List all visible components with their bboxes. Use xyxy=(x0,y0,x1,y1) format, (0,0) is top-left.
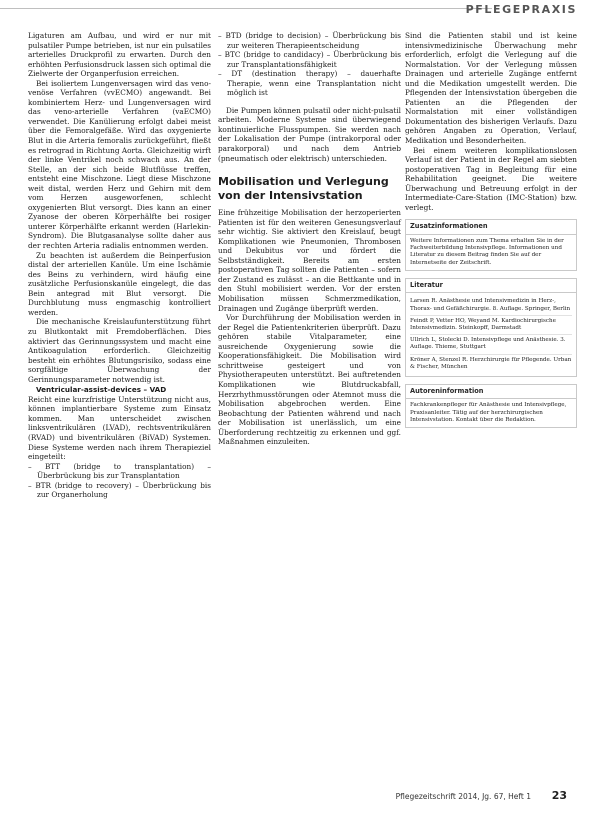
page-number: 23 xyxy=(551,789,567,802)
author-box-title: Autoreninformation xyxy=(406,385,576,400)
paragraph: Eine frühzeitige Mobilisation der herzoperierten Patienten ist für den weiteren Genesungsverlauf sehr wichtig. Sie aktiviert den Kreislauf, beugt Komplikationen wie Pneumonien, Thrombosen und Dekubitus vor und fördert die Selbstständigkeit. Bereits am ersten postoperativen Tag sollten die Patienten – sofern der Zustand es zulässt – an die Bettkante und in den Stuhl mobilisiert werden. Vor der ersten Mobilisation müssen Schmerzmedikation, Drainagen und Zugänge überprüft werden. xyxy=(218,208,401,313)
paragraph: Zu beachten ist außerdem die Beinperfusion distal der arteriellen Kanüle. Um eine Ischämie des Beins zu verhindern, wird häufig eine zusätzliche Perfusionskanüle eingelegt, die das Bein antegrad mit Blut versorgt. Die Durchblutung muss engmaschig kontrolliert werden. xyxy=(28,250,211,317)
list-item: – BTR (bridge to recovery) – Überbrückung bis zur Organerholung xyxy=(28,480,211,500)
literature-list xyxy=(406,293,576,376)
paragraph: Die mechanische Kreislaufunterstützung führt zu Blutkontakt mit Fremdoberflächen. Dies aktiviert das Gerinnungssystem und macht eine Antikoagulation erforderlich. Gleichzeitig besteht ein erhöhtes Blutungsrisiko, sodass eine sorgfältige Überwachung der Gerinnungsparameter notwendig ist. xyxy=(28,317,211,384)
paragraph: Vor Durchführung der Mobilisation werden in der Regel die Patientenkriterien überprüft. Dazu gehören stabile Vitalparameter, eine ausreichende Oxygenierung sowie die Kooperationsfähigkeit. Die Mobilisation wird schrittweise gesteigert und von Physiotherapeuten unterstützt. Bei auftretenden Komplikationen wie Blutdruckabfall, Herzrhythmusstörungen oder Atemnot muss die Mobilisation abgebrochen werden. Eine Beobachtung der Patienten während und nach der Mobilisation ist unerlässlich, um eine Überforderung rechtzeitig zu erkennen und ggf. Maßnahmen einzuleiten. xyxy=(218,313,401,447)
paragraph: Bei isoliertem Lungenversagen wird das veno-venöse Verfahren (vvECMO) angewandt. Bei kombiniertem Herz- und Lungenversagen wird das veno-arterielle Verfahren (vaECMO) verwendet. Die Kanülierung erfolgt dabei meist über die Femoralgefäße. Wird das oxygenierte Blut in die Arteria femoralis zurückgeführt, fließt es retrograd in Richtung Aorta. Gleichzeitig wirft der linke Ventrikel noch schwach aus. An der Stelle, an der sich beide Blutflüsse treffen, entsteht eine Mischzone. Liegt diese Mischzone weit distal, werden Herz und Gehirn mit dem vom Herzen ausgeworfenen, schlecht oxygenierten Blut versorgt. Dies kann an einer Zyanose der oberen Körperhälfte bei rosiger unterer Körperhälfte erkannt werden (Harlekin-Syndrom). Die Blutgasanalyse sollte daher aus der rechten Arteria radialis entnommen werden. xyxy=(28,78,211,251)
author-box xyxy=(405,384,577,428)
literature-item: Ullrich L, Stolecki D. Intensivpflege und Anästhesie. 3. Auflage. Thieme, Stuttgart xyxy=(410,335,572,354)
paragraph: Die Pumpen können pulsatil oder nicht-pulsatil arbeiten. Moderne Systeme sind überwiegend kontinuierliche Flusspumpen. Sie werden nach der Lokalisation der Pumpe (intrakorporal oder parakorporal) und nach dem Antrieb (pneumatisch oder elektrisch) unterschieden. xyxy=(218,105,401,163)
column-1 xyxy=(28,31,211,500)
list-item: – BTT (bridge to transplantation) – Überbrückung bis zur Transplantation xyxy=(28,461,212,481)
page-footer xyxy=(0,787,599,817)
paragraph: Reicht eine kurzfristige Unterstützung nicht aus, können implantierbare Systeme zum Einsatz kommen. Man unterscheidet zwischen linksventrikulären (LVAD), rechtsventrikulären (RVAD) und biventrikulären (BiVAD) Systemen. Diese Systeme werden nach ihrem Therapieziel eingeteilt: xyxy=(28,394,211,462)
journal-citation: Pflegezeitschrift 2014, Jg. 67, Heft 1 xyxy=(395,792,531,801)
literature-item: Kröner A, Stenzel R. Herzchirurgie für Pflegende. Urban & Fischer, München xyxy=(410,356,572,370)
list-item: – BTC (bridge to candidacy) – Überbrückung bis zur Transplantationsfähigkeit xyxy=(218,50,401,69)
subheading-vad: Ventricular-assist-devices – VAD xyxy=(36,385,167,395)
list-item: – BTD (bridge to decision) – Überbrückung bis zur weiteren Therapieentscheidung xyxy=(218,31,401,50)
literature-box xyxy=(405,278,577,377)
paragraph: Sind die Patienten stabil und ist keine intensivmedizinische Überwachung mehr erforderlich, erfolgt die Verlegung auf die Normalstation. Vor der Verlegung müssen Drainagen und arterielle Zugänge entfernt und die Medikation umgestellt werden. Die Pflegenden der Intensivstation übergeben die Patienten an die Pflegenden der Normalstation mit einer vollständigen Dokumentation des bisherigen Verlaufs. Dazu gehören Angaben zu Operation, Verlauf, Medikation und Besonderheiten. xyxy=(405,31,577,146)
literature-item: Feindt P, Vetter HO, Weyand M. Kardiochirurgische Intensivmedizin. Steinkopff, Darmstadt xyxy=(410,316,572,335)
list-item: – DT (destination therapy) – dauerhafte Therapie, wenn eine Transplantation nicht möglich ist xyxy=(218,69,401,98)
header-rule xyxy=(0,8,492,9)
therapy-goal-list xyxy=(28,462,211,500)
column-3 xyxy=(405,31,577,428)
author-text: Fachkrankenpfleger für Anästhesie und Intensivpflege, Praxisanleiter. Tätig auf der herzchirurgischen Intensivstation. Kontakt über die Redaktion. xyxy=(410,402,567,423)
info-box xyxy=(405,219,577,270)
literature-box-title: Literatur xyxy=(406,279,576,294)
info-box-title: Zusatzinformationen xyxy=(406,220,576,235)
info-box-text: Weitere Informationen zum Thema erhalten Sie in der Fachweiterbildung Intensivpflege. Informationen und Literatur zu diesem Beitrag finden Sie auf der Internetseite der Zeitschrift. xyxy=(410,237,564,266)
section-title-header: PFLEGEPRAXIS xyxy=(465,3,577,16)
section-heading-mobilisation: Mobilisation und Verlegung von der Intensivstation xyxy=(218,175,389,202)
paragraph: Bei einem weiteren komplikationslosen Verlauf ist der Patient in der Regel am siebten postoperativen Tag in Begleitung für eine Rehabilitation geeignet. Die weitere Überwachung und Betreuung erfolgt in der Intermediate-Care-Station (IMC-Station) bzw. verlegt. xyxy=(405,145,577,212)
column-2 xyxy=(218,31,401,447)
therapy-goal-list-continued xyxy=(218,31,401,98)
paragraph: Ligaturen am Aufbau, und wird er nur mit pulsatiler Pumpe betrieben, ist nur ein pulsatiles arterielles Druckprofil zu erwarten. Durch den erhöhten Perfusionsdruck lassen sich optimal die Zielwerte der Organperfusion erreichen. xyxy=(28,31,211,79)
literature-item: Larsen R. Anästhesie und Intensivmedizin in Herz-, Thorax- und Gefäßchirurgie. 8. Auflage. Springer, Berlin xyxy=(410,296,572,315)
